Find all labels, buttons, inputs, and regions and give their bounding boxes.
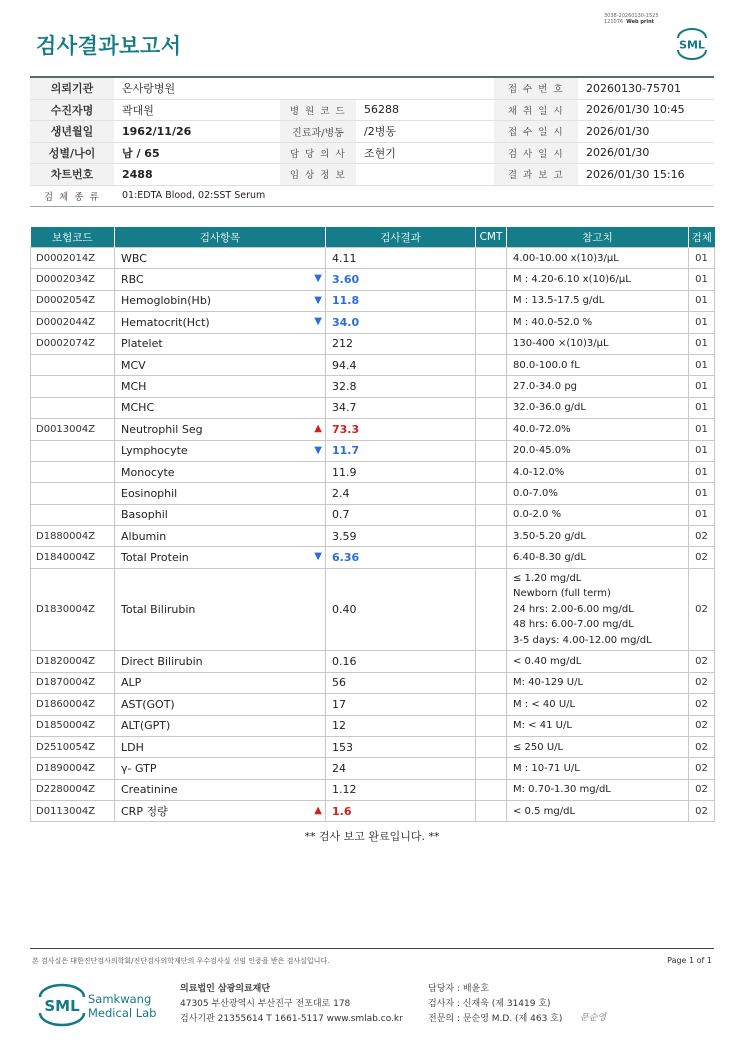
table-row: [31, 312, 715, 333]
row-test-name: [115, 269, 326, 290]
row-reference: 27.0-34.0 pg: [507, 376, 689, 397]
label-receipt-date: 접 수 일 시: [494, 121, 578, 143]
print-id-line2: 121076: [604, 19, 624, 25]
row-code: D0002014Z: [31, 248, 115, 269]
row-specimen: 01: [689, 333, 715, 354]
info-row-3: [30, 121, 714, 143]
row-test-name: [115, 715, 326, 736]
row-code: [31, 397, 115, 418]
row-specimen: 02: [689, 779, 715, 800]
row-specimen: 02: [689, 736, 715, 757]
low-flag-icon: ▼: [314, 273, 322, 285]
results-header-row: [31, 227, 715, 248]
row-test-name-text: Albumin: [121, 529, 167, 543]
row-reference: < 0.5 mg/dL: [507, 801, 689, 822]
row-test-name-text: Hemoglobin(Hb): [121, 294, 212, 308]
table-row: [31, 483, 715, 504]
row-result: [326, 547, 476, 568]
org-contact: 검사기관 21355614 T 1661-5117 www.smlab.co.kr: [180, 1014, 403, 1024]
value-birth-date: 1962/11/26: [114, 121, 280, 143]
row-cmt: [476, 801, 507, 822]
row-result: [326, 715, 476, 736]
row-test-name: [115, 461, 326, 482]
row-result-value: 73.3: [332, 422, 360, 436]
specialist-signature: 문순영: [580, 1013, 607, 1023]
row-test-name: [115, 290, 326, 311]
print-label: Web print: [626, 19, 655, 25]
value-doctor: 조현기: [356, 142, 494, 164]
value-specimen-type: 01:EDTA Blood, 02:SST Serum: [114, 185, 714, 207]
row-code: D0013004Z: [31, 419, 115, 440]
row-result: [326, 483, 476, 504]
table-row: [31, 461, 715, 482]
row-result-value: 0.16: [332, 655, 357, 669]
row-cmt: [476, 397, 507, 418]
table-row: [31, 779, 715, 800]
row-code: D0002044Z: [31, 312, 115, 333]
row-specimen: 01: [689, 248, 715, 269]
table-row: [31, 419, 715, 440]
info-row-6: [30, 185, 714, 207]
row-reference: 4.0-12.0%: [507, 461, 689, 482]
row-test-name: [115, 694, 326, 715]
row-result-value: 11.8: [332, 294, 360, 308]
value-receipt-no: 20260130-75701: [578, 77, 714, 99]
row-result-value: 94.4: [332, 358, 357, 372]
row-specimen: 01: [689, 504, 715, 525]
row-code: [31, 376, 115, 397]
row-result-value: 12: [332, 719, 346, 733]
value-report-time: 2026/01/30 15:16: [578, 164, 714, 186]
row-result: [326, 440, 476, 461]
row-result: [326, 269, 476, 290]
low-flag-icon: ▼: [314, 551, 322, 563]
row-result: [326, 801, 476, 822]
row-result: [326, 779, 476, 800]
row-code: [31, 354, 115, 375]
patient-info-table: [30, 76, 714, 207]
row-cmt: [476, 483, 507, 504]
value-department: /2병동: [356, 121, 494, 143]
row-code: [31, 440, 115, 461]
table-row: [31, 248, 715, 269]
table-row: [31, 736, 715, 757]
row-result-value: 11.7: [332, 444, 360, 458]
table-row: [31, 269, 715, 290]
table-row: [31, 547, 715, 568]
row-result-value: 34.7: [332, 401, 357, 415]
row-cmt: [476, 526, 507, 547]
row-test-name-text: RBC: [121, 273, 144, 287]
row-code: D2280004Z: [31, 779, 115, 800]
table-row: [31, 568, 715, 651]
value-chart-no: 2488: [114, 164, 280, 186]
label-department: 진료과/병동: [280, 121, 356, 143]
table-row: [31, 651, 715, 672]
reference-line: Newborn (full term): [513, 588, 611, 600]
row-test-name-text: Creatinine: [121, 783, 178, 797]
row-test-name-text: ALT(GPT): [121, 719, 171, 733]
row-result-value: 153: [332, 740, 353, 754]
row-result: [326, 694, 476, 715]
row-code: D2510054Z: [31, 736, 115, 757]
logo-bottom-sml: SML: [44, 997, 80, 1015]
low-flag-icon: ▼: [314, 316, 322, 328]
staff-info: [428, 982, 562, 1027]
reference-line: 24 hrs: 2.00-6.00 mg/dL: [513, 603, 634, 615]
row-result: [326, 354, 476, 375]
value-hospital-code: 56288: [356, 99, 494, 121]
label-hospital-code: 병 원 코 드: [280, 99, 356, 121]
row-test-name: [115, 248, 326, 269]
table-row: [31, 290, 715, 311]
row-code: D0002034Z: [31, 269, 115, 290]
row-reference: 0.0-2.0 %: [507, 504, 689, 525]
row-result: [326, 312, 476, 333]
row-cmt: [476, 758, 507, 779]
row-code: [31, 504, 115, 525]
accreditation-note: 본 검사실은 대한진단검사의학회/진단검사의학재단의 우수검사실 신임 인증을 받은 검사실입니다.: [32, 957, 330, 965]
report-complete-note: ** 검사 보고 완료입니다. **: [304, 830, 440, 843]
row-test-name-text: Eosinophil: [121, 486, 178, 500]
row-code: D1850004Z: [31, 715, 115, 736]
samkwang-logo: [36, 983, 164, 1027]
row-specimen: 02: [689, 758, 715, 779]
row-test-name: [115, 779, 326, 800]
table-row: [31, 504, 715, 525]
row-result-value: 4.11: [332, 251, 357, 265]
row-test-name-text: LDH: [121, 740, 144, 754]
results-body: [31, 248, 715, 822]
row-reference: 4.00-10.00 x(10)3/μL: [507, 248, 689, 269]
row-test-name: [115, 568, 326, 651]
header-test-item: 검사항목: [115, 227, 326, 248]
row-test-name-text: ALP: [121, 676, 142, 690]
label-birth-date: 생년월일: [30, 121, 114, 143]
row-test-name: [115, 504, 326, 525]
row-reference: 40.0-72.0%: [507, 419, 689, 440]
label-chart-no: 차트번호: [30, 164, 114, 186]
row-test-name-text: WBC: [121, 251, 147, 265]
footer-divider: [30, 948, 714, 949]
row-reference: 3.50-5.20 g/dL: [507, 526, 689, 547]
table-row: [31, 354, 715, 375]
header-specimen: 검체: [689, 227, 715, 248]
row-test-name: [115, 801, 326, 822]
table-row: [31, 526, 715, 547]
table-row: [31, 801, 715, 822]
row-reference: M: 0.70-1.30 mg/dL: [507, 779, 689, 800]
row-cmt: [476, 694, 507, 715]
row-specimen: 01: [689, 376, 715, 397]
row-specimen: 01: [689, 312, 715, 333]
row-specimen: 02: [689, 801, 715, 822]
row-test-name: [115, 526, 326, 547]
row-result: [326, 397, 476, 418]
low-flag-icon: ▼: [314, 294, 322, 306]
row-specimen: 01: [689, 440, 715, 461]
high-flag-icon: ▲: [314, 423, 322, 435]
row-result-value: 56: [332, 676, 346, 690]
row-result-value: 32.8: [332, 380, 357, 394]
table-row: [31, 376, 715, 397]
row-specimen: 02: [689, 651, 715, 672]
table-row: [31, 440, 715, 461]
row-test-name: [115, 354, 326, 375]
label-report-time: 결 과 보 고: [494, 164, 578, 186]
label-patient-name: 수진자명: [30, 99, 114, 121]
row-test-name: [115, 440, 326, 461]
value-clinical-info: [356, 164, 494, 186]
row-specimen: 01: [689, 397, 715, 418]
table-row: [31, 758, 715, 779]
row-result: [326, 504, 476, 525]
header-insurance-code: 보험코드: [31, 227, 115, 248]
row-test-name-text: γ- GTP: [121, 762, 157, 775]
row-reference: M : < 40 U/L: [507, 694, 689, 715]
staff-manager: 담당자 : 배윤호: [428, 984, 489, 994]
label-sex-age: 성별/나이: [30, 142, 114, 164]
row-reference: ≤ 250 U/L: [507, 736, 689, 757]
row-test-name: [115, 736, 326, 757]
row-cmt: [476, 354, 507, 375]
row-result-value: 0.7: [332, 508, 350, 522]
row-cmt: [476, 290, 507, 311]
print-id-line1: 3038-20260130-1525: [604, 13, 659, 19]
row-reference: M : 13.5-17.5 g/dL: [507, 290, 689, 311]
row-result-value: 6.36: [332, 551, 360, 565]
row-test-name: [115, 312, 326, 333]
row-cmt: [476, 672, 507, 693]
row-specimen: 01: [689, 354, 715, 375]
table-row: [31, 397, 715, 418]
row-cmt: [476, 504, 507, 525]
row-specimen: 01: [689, 483, 715, 504]
row-result: [326, 672, 476, 693]
label-test-date: 검 사 일 시: [494, 142, 578, 164]
info-row-1: [30, 77, 714, 99]
row-code: D1880004Z: [31, 526, 115, 547]
logo-bottom-line2: Medical Lab: [88, 1006, 157, 1020]
row-reference: M : 4.20-6.10 x(10)6/μL: [507, 269, 689, 290]
row-test-name-text: MCHC: [121, 401, 155, 415]
row-code: D1890004Z: [31, 758, 115, 779]
row-test-name-text: Total Bilirubin: [121, 603, 196, 617]
row-specimen: 01: [689, 419, 715, 440]
row-test-name: [115, 333, 326, 354]
table-row: [31, 672, 715, 693]
row-result-value: 0.40: [332, 603, 357, 617]
page-title: 검사결과보고서: [36, 34, 182, 58]
row-code: D1840004Z: [31, 547, 115, 568]
row-specimen: 02: [689, 672, 715, 693]
label-receipt-no: 접 수 번 호: [494, 77, 578, 99]
row-cmt: [476, 419, 507, 440]
row-specimen: 02: [689, 547, 715, 568]
row-cmt: [476, 333, 507, 354]
row-reference: [507, 568, 689, 651]
reference-line: 3-5 days: 4.00-12.00 mg/dL: [513, 634, 652, 646]
row-result-value: 1.6: [332, 804, 352, 818]
row-specimen: 02: [689, 568, 715, 651]
print-id: [604, 13, 659, 25]
row-result: [326, 248, 476, 269]
row-reference: M: < 41 U/L: [507, 715, 689, 736]
row-test-name-text: Hematocrit(Hct): [121, 315, 210, 329]
row-test-name: [115, 397, 326, 418]
row-code: D1830004Z: [31, 568, 115, 651]
row-code: D1860004Z: [31, 694, 115, 715]
label-clinical-info: 임 상 정 보: [280, 164, 356, 186]
row-specimen: 01: [689, 461, 715, 482]
row-test-name-text: AST(GOT): [121, 697, 175, 711]
row-test-name: [115, 376, 326, 397]
row-specimen: 02: [689, 694, 715, 715]
row-cmt: [476, 779, 507, 800]
label-specimen-type: 검 체 종 류: [30, 185, 114, 207]
row-specimen: 02: [689, 526, 715, 547]
row-test-name-text: Platelet: [121, 337, 163, 351]
row-reference: 80.0-100.0 fL: [507, 354, 689, 375]
reference-line: 48 hrs: 6.00-7.00 mg/dL: [513, 619, 634, 631]
row-test-name-text: MCH: [121, 380, 147, 394]
org-address: 47305 부산광역시 부산진구 전포대로 178: [180, 999, 351, 1009]
page-number: Page 1 of 1: [667, 956, 712, 965]
sml-logo-top: [672, 28, 712, 60]
row-code: [31, 461, 115, 482]
row-code: D1820004Z: [31, 651, 115, 672]
row-reference: M: 40-129 U/L: [507, 672, 689, 693]
low-flag-icon: ▼: [314, 444, 322, 456]
info-row-2: [30, 99, 714, 121]
row-test-name-text: Basophil: [121, 508, 168, 522]
row-result-value: 34.0: [332, 315, 360, 329]
row-specimen: 02: [689, 715, 715, 736]
row-reference: M : 10-71 U/L: [507, 758, 689, 779]
row-result-value: 3.59: [332, 529, 357, 543]
row-cmt: [476, 312, 507, 333]
staff-tester: 검사자 : 신재욱 (제 31419 호): [428, 999, 551, 1009]
row-reference: 6.40-8.30 g/dL: [507, 547, 689, 568]
info-row-4: [30, 142, 714, 164]
row-cmt: [476, 248, 507, 269]
row-code: D1870004Z: [31, 672, 115, 693]
value-receipt-date: 2026/01/30: [578, 121, 714, 143]
label-collection-time: 채 취 일 시: [494, 99, 578, 121]
value-requesting-org: 온사랑병원: [114, 77, 280, 99]
value-test-date: 2026/01/30: [578, 142, 714, 164]
row-result-value: 2.4: [332, 486, 350, 500]
row-test-name-text: Direct Bilirubin: [121, 655, 203, 669]
info-row-5: [30, 164, 714, 186]
row-specimen: 01: [689, 290, 715, 311]
row-result-value: 11.9: [332, 465, 357, 479]
row-result-value: 212: [332, 337, 353, 351]
logo-top-text: SML: [679, 38, 705, 52]
label-requesting-org: 의뢰기관: [30, 77, 114, 99]
row-result-value: 24: [332, 762, 346, 775]
row-test-name-text: Monocyte: [121, 465, 175, 479]
row-result: [326, 290, 476, 311]
row-test-name-text: Total Protein: [121, 551, 189, 565]
label-doctor: 담 당 의 사: [280, 142, 356, 164]
row-cmt: [476, 461, 507, 482]
row-result: [326, 651, 476, 672]
row-reference: M : 40.0-52.0 %: [507, 312, 689, 333]
row-specimen: 01: [689, 269, 715, 290]
row-test-name-text: CRP 정량: [121, 805, 168, 819]
logo-bottom-line1: Samkwang: [88, 992, 152, 1006]
row-test-name: [115, 547, 326, 568]
row-result: [326, 461, 476, 482]
row-reference: 32.0-36.0 g/dL: [507, 397, 689, 418]
row-result-value: 17: [332, 697, 346, 711]
row-test-name: [115, 651, 326, 672]
row-reference: 130-400 ×(10)3/μL: [507, 333, 689, 354]
row-code: D0113004Z: [31, 801, 115, 822]
table-row: [31, 333, 715, 354]
value-sex-age: 남 / 65: [114, 142, 280, 164]
row-cmt: [476, 440, 507, 461]
staff-specialist: 전문의 : 문순영 M.D. (제 463 호): [428, 1014, 563, 1024]
row-test-name: [115, 483, 326, 504]
header-result: 검사결과: [326, 227, 476, 248]
org-name: 의료법인 삼광의료재단: [180, 984, 271, 994]
high-flag-icon: ▲: [314, 805, 322, 817]
row-reference: < 0.40 mg/dL: [507, 651, 689, 672]
table-row: [31, 694, 715, 715]
row-test-name-text: MCV: [121, 358, 146, 372]
reference-line: ≤ 1.20 mg/dL: [513, 572, 582, 584]
results-table: [30, 227, 715, 822]
header-cmt: CMT: [476, 227, 507, 248]
row-code: [31, 483, 115, 504]
row-cmt: [476, 568, 507, 651]
row-result: [326, 376, 476, 397]
row-test-name: [115, 419, 326, 440]
row-cmt: [476, 269, 507, 290]
row-cmt: [476, 547, 507, 568]
org-info: [180, 982, 403, 1027]
row-result: [326, 758, 476, 779]
row-test-name: [115, 672, 326, 693]
row-result: [326, 419, 476, 440]
table-row: [31, 715, 715, 736]
value-collection-time: 2026/01/30 10:45: [578, 99, 714, 121]
row-code: D0002074Z: [31, 333, 115, 354]
value-patient-name: 곽대원: [114, 99, 280, 121]
row-result-value: 3.60: [332, 273, 360, 287]
row-cmt: [476, 736, 507, 757]
row-reference: 20.0-45.0%: [507, 440, 689, 461]
row-result-value: 1.12: [332, 783, 357, 797]
row-test-name-text: Neutrophil Seg: [121, 422, 203, 436]
row-code: D0002054Z: [31, 290, 115, 311]
row-result: [326, 526, 476, 547]
row-test-name: [115, 758, 326, 779]
header-reference: 참고치: [507, 227, 689, 248]
row-cmt: [476, 651, 507, 672]
row-result: [326, 736, 476, 757]
row-reference: 0.0-7.0%: [507, 483, 689, 504]
row-result: [326, 333, 476, 354]
row-cmt: [476, 715, 507, 736]
row-test-name-text: Lymphocyte: [121, 444, 188, 458]
row-cmt: [476, 376, 507, 397]
row-result: [326, 568, 476, 651]
